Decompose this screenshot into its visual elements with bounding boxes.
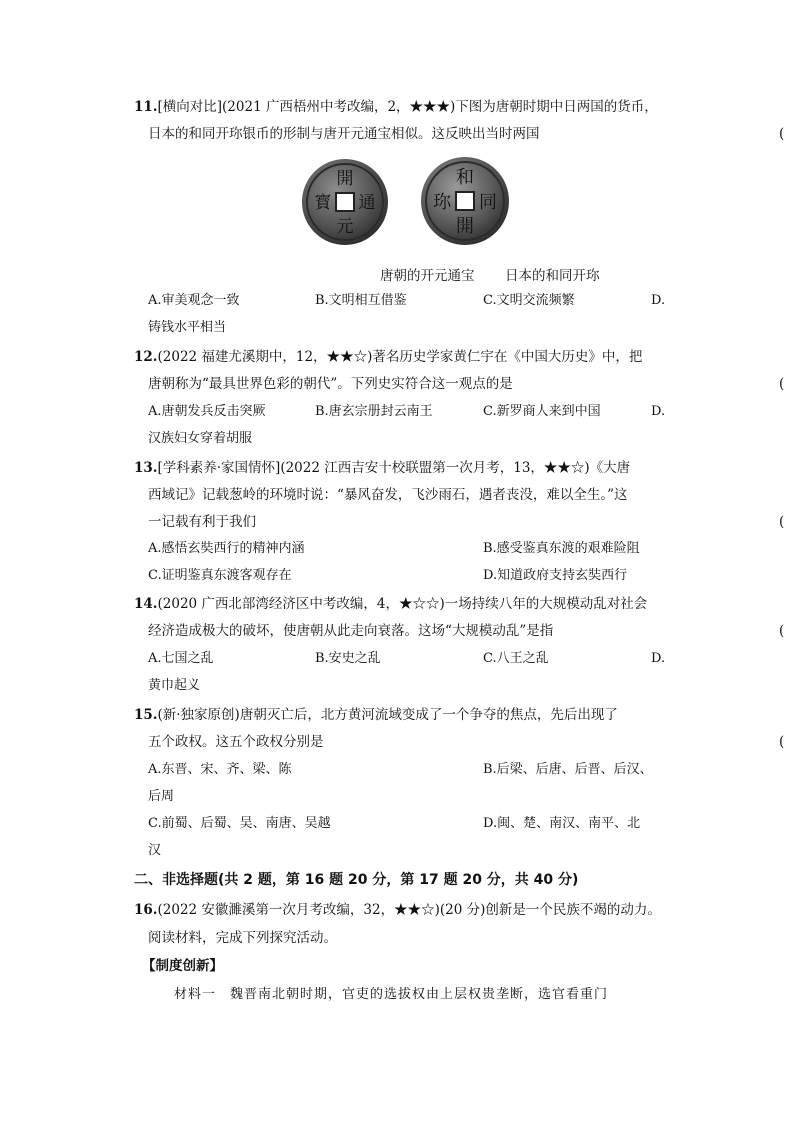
q14-option-d-label[interactable]: D. — [651, 651, 666, 666]
q15-option-a[interactable]: A.东晋、宋、齐、梁、陈 — [148, 762, 292, 777]
section-2-heading: 二、非选择题(共 2 题，第 16 题 20 分，第 17 题 20 分，共 40 分) — [134, 872, 579, 888]
tang-coin-char-top: 開 — [336, 169, 354, 189]
q16-material-1: 材料一 魏晋南北朝时期，官吏的选拔权由上层权贵垄断，选官看重门 — [174, 987, 609, 1002]
q11-line1 — [134, 97, 658, 117]
q12-option-d-label[interactable]: D. — [651, 404, 666, 419]
q11-stem-1: [横向对比](2021 广西梧州中考改编，2，★★★)下图为唐朝时期中日两国的货币， — [157, 99, 658, 115]
q12-option-d-text[interactable]: 汉族妇女穿着胡服 — [148, 431, 253, 446]
q13-number: 13. — [134, 460, 158, 476]
q15-answer-paren: ( — [779, 734, 785, 750]
q14-stem-1: (2020 广西北部湾经济区中考改编，4，★☆☆)一场持续八年的大规模动乱对社会 — [157, 596, 648, 612]
q16-number: 16. — [134, 902, 158, 918]
q13-stem-2: 西域记》记载葱岭的环境时说：“暴风奋发，飞沙雨石，遇者丧没，难以全生。”这 — [148, 487, 628, 503]
tang-coin-char-left: 寳 — [314, 193, 332, 213]
japan-coin-char-left: 珎 — [433, 192, 451, 213]
q13-option-d[interactable]: D.知道政府支持玄奘西行 — [483, 568, 628, 583]
tang-coin-caption: 唐朝的开元通宝 — [380, 268, 475, 284]
q14-option-a[interactable]: A.七国之乱 — [148, 651, 214, 666]
tang-coin-char-bottom: 元 — [336, 217, 354, 237]
q15-line1 — [134, 705, 618, 725]
tang-coin-char-right: 通 — [358, 193, 376, 213]
q16-stem-1: (2022 安徽濉溪第一次月考改编，32，★★☆)(20 分)创新是一个民族不竭的动力。 — [157, 902, 661, 918]
q11-number: 11. — [134, 99, 158, 115]
q12-stem-2: 唐朝称为“最具世界色彩的朝代”。下列史实符合这一观点的是 — [148, 376, 513, 392]
q13-answer-paren: ( — [779, 514, 785, 530]
q15-stem-2: 五个政权。这五个政权分别是 — [148, 734, 324, 750]
q15-option-b[interactable]: B.后梁、后唐、后晋、后汉、 — [483, 762, 653, 777]
japan-coin-char-bottom: 開 — [456, 216, 474, 237]
q12-option-a[interactable]: A.唐朝发兵反击突厥 — [148, 404, 266, 419]
q12-line1 — [134, 347, 642, 367]
q14-number: 14. — [134, 596, 158, 612]
q14-option-d-text[interactable]: 黄巾起义 — [148, 678, 201, 693]
q16-stem-2: 阅读材料，完成下列探究活动。 — [148, 930, 337, 946]
q11-option-b[interactable]: B.文明相互借鉴 — [315, 293, 407, 308]
q14-line1 — [134, 594, 647, 614]
japan-coin-char-right: 同 — [479, 192, 497, 213]
q15-stem-1: (新·独家原创)唐朝灭亡后，北方黄河流域变成了一个争夺的焦点，先后出现了 — [157, 707, 618, 723]
q14-answer-paren: ( — [779, 623, 785, 639]
q14-stem-2: 经济造成极大的破坏，使唐朝从此走向衰落。这场“大规模动乱”是指 — [148, 623, 554, 639]
q12-stem-1: (2022 福建尤溪期中，12，★★☆)著名历史学家黄仁宇在《中国大历史》中，把 — [157, 349, 643, 365]
q11-stem-2: 日本的和同开珎银币的形制与唐开元通宝相似。这反映出当时两国 — [148, 126, 540, 142]
q12-number: 12. — [134, 349, 158, 365]
q11-option-c[interactable]: C.文明交流频繁 — [483, 293, 575, 308]
q12-option-b[interactable]: B.唐玄宗册封云南王 — [315, 404, 433, 419]
q13-stem-1: [学科素养·家国情怀](2022 江西吉安十校联盟第一次月考，13，★★☆)《大唐 — [157, 460, 631, 476]
q15-option-b-cont[interactable]: 后周 — [148, 789, 175, 804]
japan-coin-char-top: 和 — [456, 167, 474, 188]
q15-option-d[interactable]: D.闽、楚、南汉、南平、北 — [483, 816, 641, 831]
q11-option-d-text[interactable]: 铸钱水平相当 — [148, 320, 227, 335]
q11-answer-paren: ( — [779, 126, 785, 142]
q13-stem-3: 一记载有利于我们 — [148, 514, 256, 530]
q16-section-tag: 【制度创新】 — [142, 958, 223, 974]
q13-option-b[interactable]: B.感受鉴真东渡的艰难险阻 — [483, 541, 640, 556]
tang-coin-image — [300, 157, 390, 251]
q15-option-d-cont[interactable]: 汉 — [148, 843, 162, 858]
q15-number: 15. — [134, 707, 158, 723]
q14-option-c[interactable]: C.八王之乱 — [483, 651, 549, 666]
q13-option-a[interactable]: A.感悟玄奘西行的精神内涵 — [148, 541, 305, 556]
japan-coin-caption: 日本的和同开珎 — [505, 268, 600, 284]
q13-option-c[interactable]: C.证明鉴真东渡客观存在 — [148, 568, 292, 583]
q12-answer-paren: ( — [779, 376, 785, 392]
q13-line1 — [134, 458, 630, 478]
q12-option-c[interactable]: C.新罗商人来到中国 — [483, 404, 601, 419]
q16-line1 — [134, 900, 661, 920]
q11-option-a[interactable]: A.审美观念一致 — [148, 293, 240, 308]
q14-option-b[interactable]: B.安史之乱 — [315, 651, 381, 666]
q11-option-d-label[interactable]: D. — [651, 293, 666, 308]
japan-coin-image — [419, 155, 511, 251]
q15-option-c[interactable]: C.前蜀、后蜀、吴、南唐、吴越 — [148, 816, 331, 831]
